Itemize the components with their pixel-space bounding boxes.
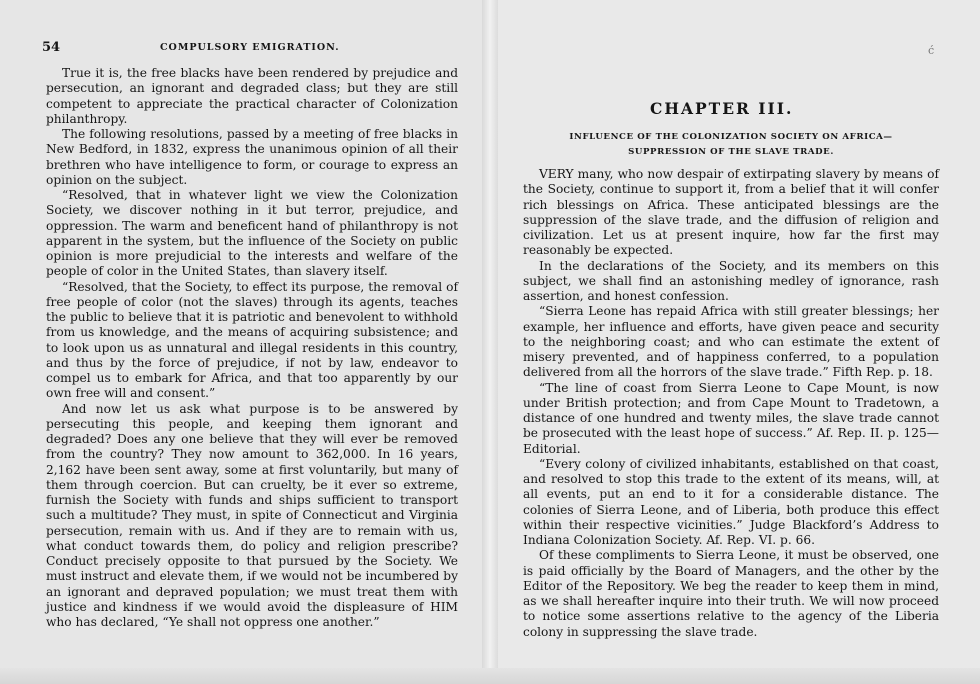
paragraph: And now let us ask what purpose is to be answered by persecuting this people, and keeping them ignorant and degraded? Does any one believe that they will ever be removed from the country? They now amount to 362,000. In 16 years, 2,162 have been sent away, some at first voluntarily, but many of them through coercion. But can cruelty, be it ever so extreme, furnish the Society with funds and ships sufficient to transport such a multitude? They must, in spite of Connecticut and Virginia persecution, remain with us. And if they are to remain with us, what conduct towards them, do policy and religion prescribe? Conduct precisely opposite to that pursued by the Society. We must instruct and elevate them, if we would not be incumbered by an ignorant and depraved population; we must treat them with justice and kindness if we would avoid the displeasure of HIM who has declared, “Ye shall not oppress one another.”: [46, 401, 458, 629]
paragraph: “Sierra Leone has repaid Africa with still greater blessings; her example, her influence and efforts, have given peace and security to the neighboring coast; and who can estimate the extent of misery prevented, and of happiness conferred, to a population delivered from all the horrors of the slave trade.” Fifth Rep. p. 18.: [523, 304, 939, 380]
paragraph: VERY many, who now despair of extirpating slavery by means of the Society, continue to support it, from a belief that it will confer rich blessings on Africa. These anticipated blessings are the suppression of the slave trade, and the diffusion of religion and civilization. Let us at present inquire, how far the first may reasonably be expected.: [523, 167, 939, 258]
paragraph: “Resolved, that in whatever light we view the Colonization Society, we discover nothing in it but terror, prejudice, and oppression. The warm and beneficent hand of philanthropy is not apparent in the system, but the influence of the Society on public opinion is more prejudicial to the interests and welfare of the people of color in the United States, than slavery itself.: [46, 188, 458, 279]
paragraph: In the declarations of the Society, and its members on this subject, we shall find an astonishing medley of ignorance, rash assertion, and honest confession.: [523, 258, 939, 303]
page-number: 54: [42, 40, 61, 55]
chapter-subtitle: [523, 130, 939, 160]
running-title: COMPULSORY EMIGRATION.: [160, 42, 340, 53]
book-gutter: [482, 0, 498, 684]
left-page-text: [46, 66, 458, 630]
chapter-subtitle-line: INFLUENCE OF THE COLONIZATION SOCIETY ON AFRICA—: [569, 132, 893, 142]
chapter-subtitle-line: SUPPRESSION OF THE SLAVE TRADE.: [628, 147, 834, 157]
corner-mark: ć: [928, 44, 935, 57]
paragraph: “Every colony of civilized inhabitants, established on that coast, and resolved to stop this trade to the extent of its means, will, at all events, put an end to it for a considerable distance. The colonies of Sierra Leone, and of Liberia, both produce this effect within their respective vicinities.” Judge Blackford’s Address to Indiana Colonization Society. Af. Rep. VI. p. 66.: [523, 456, 939, 547]
page-bottom-edge: [0, 668, 980, 684]
right-page-text: [523, 167, 939, 640]
paragraph: True it is, the free blacks have been rendered by prejudice and persecution, an ignorant and degraded class; but they are still competent to appreciate the practical character of Colonization philanthropy.: [46, 66, 458, 126]
paragraph: The following resolutions, passed by a meeting of free blacks in New Bedford, in 1832, express the unanimous opinion of all their brethren who have intelligence to form, or courage to express an opinion on the subject.: [46, 127, 458, 187]
running-head: [42, 40, 462, 56]
paragraph: Of these compliments to Sierra Leone, it must be observed, one is paid officially by the Board of Managers, and the other by the Editor of the Repository. We beg the reader to keep them in mind, as we shall hereafter inquire into their truth. We will now proceed to notice some assertions relative to the agency of the Liberia colony in suppressing the slave trade.: [523, 548, 939, 639]
chapter-title: CHAPTER III.: [650, 99, 794, 118]
paragraph: “The line of coast from Sierra Leone to Cape Mount, is now under British protection; and from Cape Mount to Tradetown, a distance of one hundred and twenty miles, the slave trade cannot be prosecuted with the least hope of success.” Af. Rep. II. p. 125—Editorial.: [523, 380, 939, 456]
paragraph: “Resolved, that the Society, to effect its purpose, the removal of free people of color (not the slaves) through its agents, teaches the public to believe that it is patriotic and benevolent to withhold from us knowledge, and the means of acquiring subsistence; and to look upon us as unnatural and illegal residents in this country, and thus by the force of prejudice, if not by law, endeavor to compel us to embark for Africa, and that too apparently by our own free will and consent.”: [46, 279, 458, 401]
